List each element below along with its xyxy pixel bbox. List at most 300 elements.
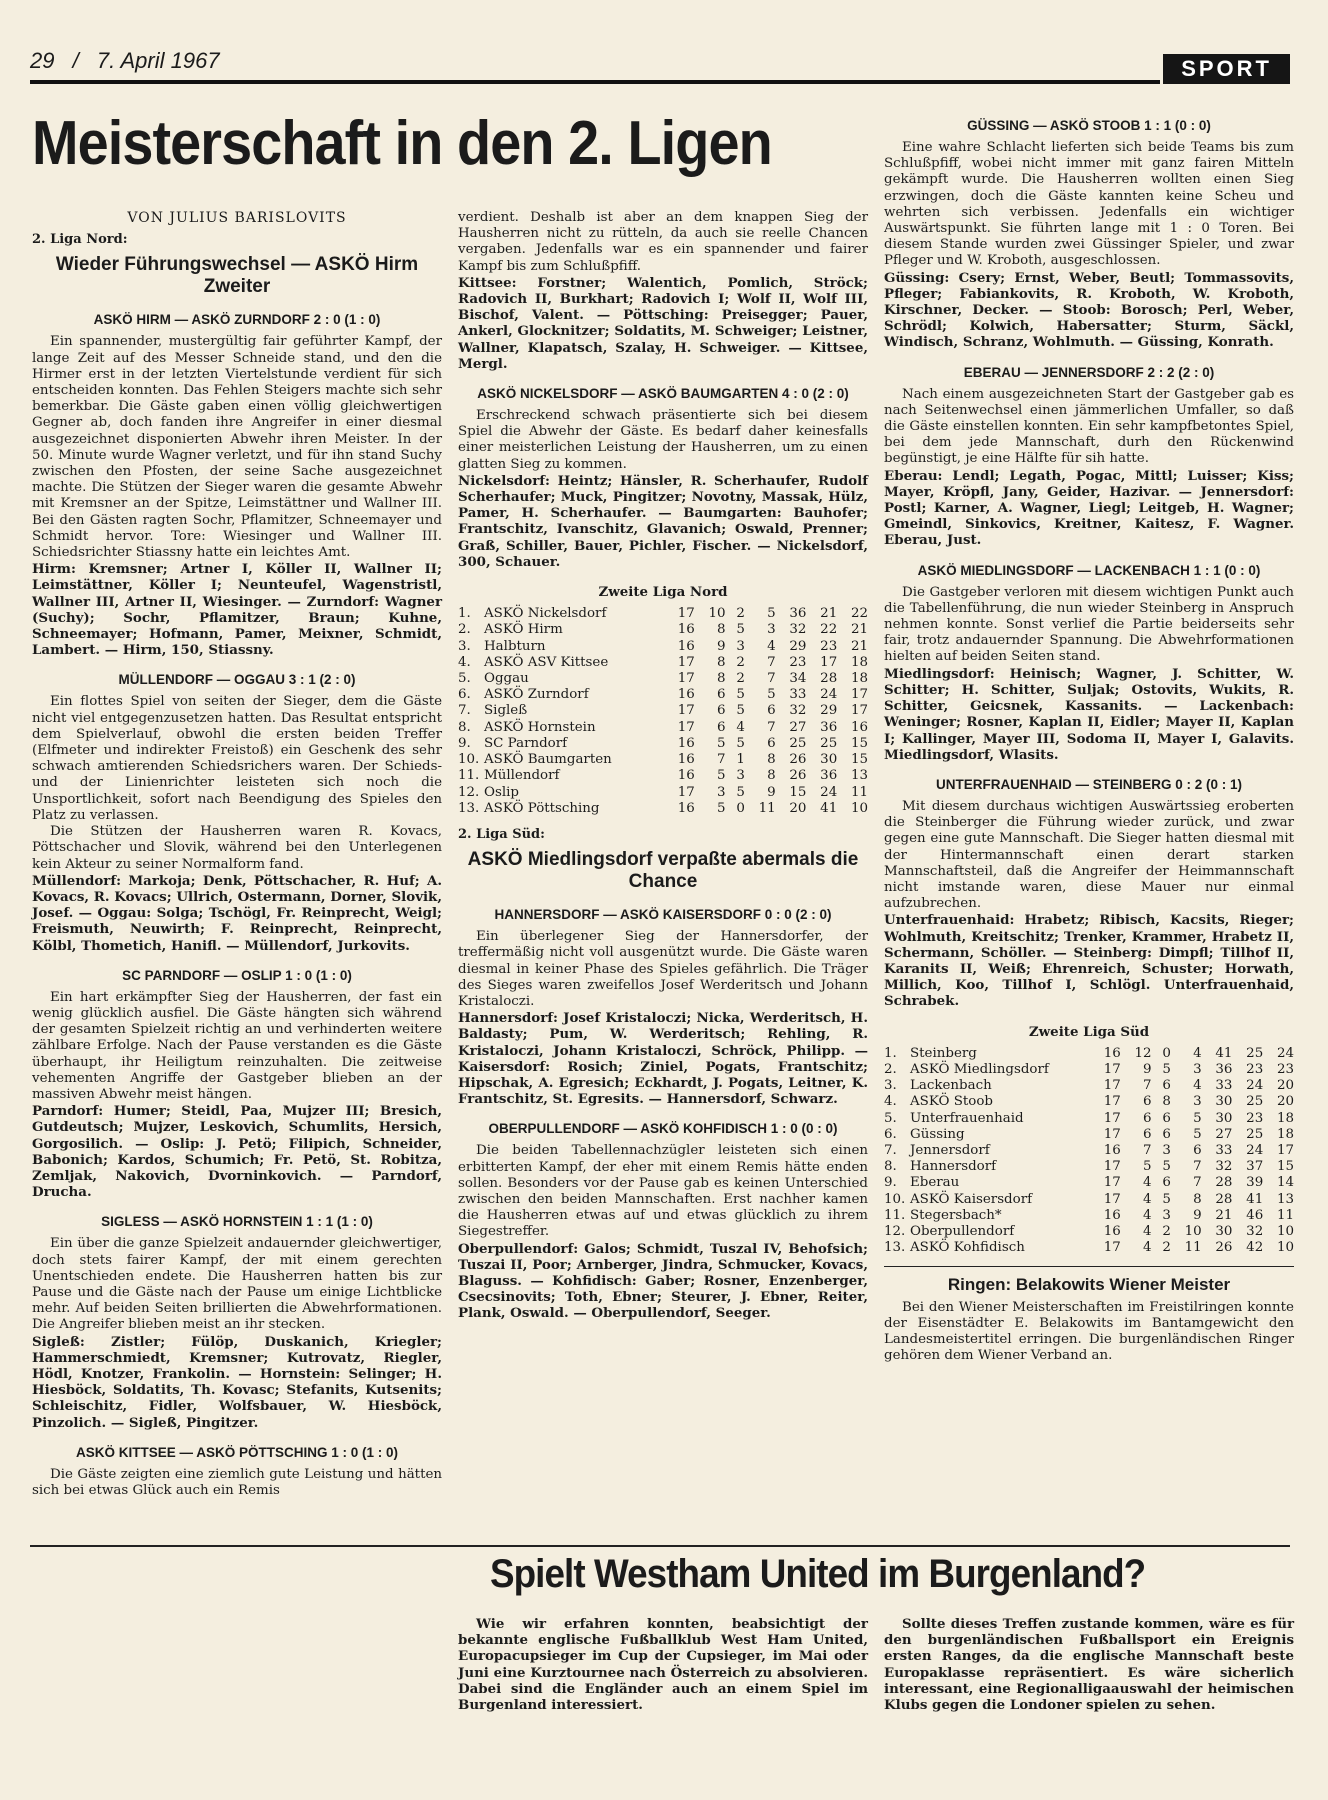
stat-cell: 17	[677, 703, 695, 719]
match-lineup: Eberau: Lendl; Legath, Pogac, Mittl; Luisser; Kiss; Mayer, Kröpfl, Jany, Geider, Hazivar. — Jennersdorf: Postl; Karner, A. Wagner, Liegl; Leitgeb, H. Wagner; Gmeindl, Sinkovics, Kreitner, Kaitesz, F. Wagner. Eberau, Just.	[884, 467, 1294, 549]
stat-cell: 4	[1143, 1207, 1152, 1223]
standings-title-nord: Zweite Liga Nord	[598, 584, 728, 601]
stat-cell: 17	[1103, 1175, 1121, 1191]
stat-cell: 7	[767, 654, 776, 670]
stat-cell: 41	[1215, 1045, 1233, 1061]
rank-cell: 7.	[884, 1142, 897, 1158]
team-cell: Unterfrauenhaid	[910, 1110, 1024, 1126]
team-cell: Eberau	[910, 1175, 960, 1191]
section-badge: SPORT	[1163, 54, 1290, 84]
match-title: MÜLLENDORF — OGGAU 3 : 1 (2 : 0)	[118, 672, 356, 688]
standings-row	[884, 1175, 1294, 1191]
stat-cell: 11	[850, 784, 868, 800]
rank-cell: 8.	[458, 719, 471, 735]
stat-cell: 8	[767, 768, 776, 784]
stat-cell: 7	[767, 719, 776, 735]
header-rule	[30, 80, 1160, 84]
stat-cell: 33	[1215, 1078, 1233, 1094]
standings-row	[458, 801, 868, 817]
stat-cell: 30	[1215, 1223, 1233, 1239]
bottom-headline: Spielt Westham United im Burgenland?	[490, 1552, 1146, 1596]
team-cell: Lackenbach	[910, 1078, 992, 1094]
stat-cell: 5	[1162, 1061, 1171, 1077]
team-cell: Jennersdorf	[910, 1142, 990, 1158]
stat-cell: 41	[820, 800, 838, 816]
stat-cell: 17	[677, 606, 695, 622]
rank-cell: 6.	[884, 1126, 897, 1142]
standings-row	[458, 622, 868, 638]
stat-cell: 5	[736, 735, 745, 751]
stat-cell: 9	[1193, 1207, 1202, 1223]
stat-cell: 21	[1215, 1207, 1233, 1223]
team-cell: ASKÖ Stoob	[910, 1094, 993, 1110]
standings-row	[884, 1111, 1294, 1127]
stat-cell: 12	[1134, 1045, 1152, 1061]
stat-cell: 10	[708, 606, 726, 622]
stat-cell: 26	[789, 768, 807, 784]
stat-cell: 9	[717, 638, 726, 654]
stat-cell: 3	[1193, 1061, 1202, 1077]
stat-cell: 17	[820, 654, 838, 670]
rank-cell: 3.	[884, 1078, 897, 1094]
match-report: Die Gastgeber verloren mit diesem wichtigen Punkt auch die Tabellenführung, die nun wieder Steinberg in Anspruch nehmen konnte. Sonst verlief die Partie beiderseits sehr fair, trotz andauernder Spannung. Die Abwehrformationen hielten auf beiden Seiten stand.	[884, 584, 1294, 665]
rank-cell: 1.	[884, 1045, 897, 1061]
main-headline: Meisterschaft in den 2. Ligen	[32, 109, 772, 178]
stat-cell: 8	[1193, 1191, 1202, 1207]
bottom-story-text: Sollte dieses Treffen zustande kommen, wäre es für den burgenländischen Fußballsport ein Ereignis ersten Ranges, da die englische Mannschaft beste Europaklasse repräsentiert. Es wäre sicherlich interessant, eine Regionalligaauswahl der heimischen Klubs gegen die Londoner spielen zu sehen.	[884, 1616, 1294, 1714]
stat-cell: 17	[1103, 1061, 1121, 1077]
stat-cell: 23	[1276, 1061, 1294, 1077]
match-report: Die beiden Tabellennachzügler leisteten sich einen erbitterten Kampf, der eher mit einem Remis hätte enden sollen. Besonders vor der Pause gab es keinen Unterschied zwischen den beiden Mannschaften. Erst nachher kamen die Hausherren etwas auf und etwas glücklich zu ihrem Siegestreffer.	[458, 1143, 868, 1240]
bottom-story-text: Wie wir erfahren konnten, beabsichtigt der bekannte englische Fußballklub West Ham United, Europacupsieger im Cup der Cupsieger, im Mai oder Juni eine Kurztournee nach Österreich zu absolvieren. Dabei sind die Engländer auch an einem Spiel im Burgenland interessiert.	[458, 1616, 868, 1714]
rank-cell: 6.	[458, 687, 471, 703]
stat-cell: 33	[1215, 1142, 1233, 1158]
team-cell: ASKÖ Hornstein	[484, 719, 596, 735]
stat-cell: 13	[850, 768, 868, 784]
stat-cell: 36	[789, 606, 807, 622]
team-cell: Stegersbach*	[910, 1207, 1002, 1223]
stat-cell: 4	[736, 719, 745, 735]
stat-cell: 22	[850, 606, 868, 622]
page-header	[30, 48, 1290, 80]
stat-cell: 9	[1143, 1061, 1152, 1077]
stat-cell: 5	[1162, 1159, 1171, 1175]
match-report: Mit diesem durchaus wichtigen Auswärtssieg eroberten die Steinberger die Führung wieder zurück, und zwar gegen eine gute Mannschaft. Die Sieger hatten diesmal mit der Hintermannschaft einen derart starken Mannschaftsteil, daß die Angreifer der Heimmannschaft nicht imstande waren, diese Mauer nur einmal aufzubrechen.	[884, 798, 1294, 912]
standings-row	[458, 703, 868, 719]
stat-cell: 17	[1103, 1159, 1121, 1175]
match-lineup: Kittsee: Forstner; Walentich, Pomlich, Ströck; Radovich II, Burkhart; Radovich I; Wolf II, Wolf III, Bischof, Valent. — Pöttsching: Preisegger; Pauer, Ankerl, Glocknitzer; Soldatits, M. Schweiger; Leistner, Wallner, Klapatsch, Szalay, H. Schweiger. — Kittsee, Mergl.	[458, 274, 868, 372]
team-cell: Müllendorf	[484, 768, 560, 784]
stat-cell: 23	[1246, 1110, 1264, 1126]
stat-cell: 18	[1276, 1126, 1294, 1142]
team-cell: Sigleß	[484, 703, 528, 719]
standings-row	[884, 1159, 1294, 1175]
stat-cell: 8	[717, 622, 726, 638]
team-cell: Güssing	[910, 1126, 965, 1142]
stat-cell: 34	[789, 671, 807, 687]
stat-cell: 23	[820, 638, 838, 654]
stat-cell: 25	[1246, 1045, 1264, 1061]
stat-cell: 27	[789, 719, 807, 735]
stat-cell: 30	[820, 752, 838, 768]
standings-row	[884, 1094, 1294, 1110]
rank-cell: 5.	[884, 1110, 897, 1126]
match-lineup: Miedlingsdorf: Heinisch; Wagner, J. Schitter, W. Schitter; H. Schitter, Suljak; Ostovits, Wukits, R. Schitter, Geicsnek, Kassanits. — Lackenbach: Weninger; Rosner, Kaplan II, Eidler; Mayer II, Kaplan I; Kallinger, Mayer III, Sodoma II, Mayer I, Galavits. Miedlingsdorf, Wlasits.	[884, 665, 1294, 763]
stat-cell: 7	[1193, 1175, 1202, 1191]
page-number: 29	[30, 48, 55, 73]
stat-cell: 42	[1246, 1240, 1264, 1256]
stat-cell: 9	[767, 784, 776, 800]
stat-cell: 4	[1143, 1223, 1152, 1239]
rank-cell: 11.	[458, 768, 480, 784]
standings-row	[884, 1240, 1294, 1256]
ringen-headline: Ringen: Belakowits Wiener Meister	[947, 1275, 1231, 1295]
stat-cell: 15	[850, 752, 868, 768]
stat-cell: 5	[1193, 1126, 1202, 1142]
stat-cell: 4	[1193, 1078, 1202, 1094]
stat-cell: 30	[1215, 1110, 1233, 1126]
stat-cell: 4	[1143, 1191, 1152, 1207]
match-lineup: Sigleß: Zistler; Fülöp, Duskanich, Kriegler; Hammerschmiedt, Kremsner; Kutrovatz, Riegler, Hödl, Knotzer, Frankolin. — Hornstein: Selinger; H. Hiesböck, Soldatits, Th. Kovasc; Stefanits, Kutsenits; Schleischitz, Fidler, Wolfsbauer, W. Hiesböck, Pinzolich. — Sigleß, Pingitzer.	[32, 1333, 442, 1431]
stat-cell: 6	[1162, 1110, 1171, 1126]
stat-cell: 17	[1103, 1094, 1121, 1110]
stat-cell: 5	[767, 606, 776, 622]
match-title: ASKÖ NICKELSDORF — ASKÖ BAUMGARTEN 4 : 0 (2 : 0)	[477, 386, 849, 402]
stat-cell: 2	[736, 606, 745, 622]
standings-row	[458, 768, 868, 784]
stat-cell: 3	[767, 622, 776, 638]
team-cell: Steinberg	[910, 1045, 977, 1061]
standings-row	[458, 687, 868, 703]
stat-cell: 6	[1162, 1175, 1171, 1191]
team-cell: ASKÖ Pöttsching	[484, 800, 600, 816]
rank-cell: 12.	[458, 784, 480, 800]
stat-cell: 6	[1143, 1110, 1152, 1126]
standings-row	[458, 752, 868, 768]
match-title: SC PARNDORF — OSLIP 1 : 0 (1 : 0)	[122, 967, 352, 983]
stat-cell: 1	[736, 752, 745, 768]
stat-cell: 32	[789, 703, 807, 719]
standings-row	[458, 671, 868, 687]
match-title: UNTERFRAUENHAID — STEINBERG 0 : 2 (0 : 1)	[935, 776, 1243, 792]
stat-cell: 5	[736, 703, 745, 719]
stat-cell: 2	[1162, 1240, 1171, 1256]
standings-row	[458, 720, 868, 736]
rank-cell: 4.	[458, 654, 471, 670]
stat-cell: 5	[736, 687, 745, 703]
stat-cell: 17	[850, 687, 868, 703]
standings-row	[884, 1062, 1294, 1078]
stat-cell: 25	[1246, 1126, 1264, 1142]
standings-row	[884, 1046, 1294, 1062]
stat-cell: 17	[850, 703, 868, 719]
team-cell: Oberpullendorf	[910, 1223, 1015, 1239]
match-title: ASKÖ MIEDLINGSDORF — LACKENBACH 1 : 1 (0 : 0)	[917, 562, 1261, 578]
stat-cell: 2	[736, 671, 745, 687]
team-cell: ASKÖ Hirm	[484, 622, 563, 638]
stat-cell: 7	[717, 752, 726, 768]
stat-cell: 16	[677, 735, 695, 751]
stat-cell: 5	[736, 622, 745, 638]
match-title: SIGLESS — ASKÖ HORNSTEIN 1 : 1 (1 : 0)	[101, 1214, 373, 1230]
stat-cell: 3	[1162, 1142, 1171, 1158]
stat-cell: 16	[850, 719, 868, 735]
team-cell: ASKÖ Baumgarten	[484, 752, 612, 768]
stat-cell: 33	[789, 687, 807, 703]
match-title: HANNERSDORF — ASKÖ KAISERSDORF 0 : 0 (2 : 0)	[494, 907, 832, 923]
stat-cell: 24	[1276, 1045, 1294, 1061]
stat-cell: 30	[1215, 1094, 1233, 1110]
match-report: verdient. Deshalb ist aber an dem knappen Sieg der Hausherren nicht zu rütteln, da auch sie reelle Chancen vergaben. Jedenfalls war es ein spannender und fairer Kampf bis zum Schlußpfiff.	[458, 210, 868, 274]
stat-cell: 28	[820, 671, 838, 687]
match-lineup: Müllendorf: Markoja; Denk, Pöttschacher, R. Huf; A. Kovacs, R. Kovacs; Ullrich, Ostermann, Dorner, Slovik, Josef. — Oggau: Solga; Tschögl, Fr. Reinprecht, Weigl; Freismuth, Neuwirth; F. Reinprecht, Reinprecht, Kölbl, Thometich, Hanifl. — Müllendorf, Jurkovits.	[32, 872, 442, 954]
team-cell: Hannersdorf	[910, 1159, 997, 1175]
stat-cell: 14	[1276, 1175, 1294, 1191]
stat-cell: 26	[789, 752, 807, 768]
stat-cell: 17	[677, 719, 695, 735]
stat-cell: 4	[767, 638, 776, 654]
stat-cell: 20	[1276, 1094, 1294, 1110]
bottom-story-rule	[30, 1545, 1290, 1547]
stat-cell: 3	[736, 768, 745, 784]
liga-nord-subhead: Wieder Führungswechsel — ASKÖ Hirm Zweiter	[55, 254, 419, 298]
standings-row	[458, 785, 868, 801]
section-divider	[884, 1266, 1294, 1267]
stat-cell: 5	[717, 735, 726, 751]
match-lineup: Oberpullendorf: Galos; Schmidt, Tuszal IV, Behofsich; Tuszai II, Poor; Arnberger, Jindra, Schmucker, Kovacs, Blaguss. — Kohfidisch: Gaber; Rosner, Enzenberger, Csecsinovits; Toth, Ebner; Steurer, J. Ebner, Reiter, Plank, Oswald. — Oberpullendorf, Seeger.	[458, 1240, 868, 1322]
stat-cell: 5	[736, 784, 745, 800]
standings-row	[458, 736, 868, 752]
stat-cell: 25	[1246, 1094, 1264, 1110]
stat-cell: 11	[758, 800, 776, 816]
stat-cell: 6	[717, 687, 726, 703]
stat-cell: 24	[820, 784, 838, 800]
stat-cell: 17	[677, 654, 695, 670]
stat-cell: 5	[717, 768, 726, 784]
match-lineup: Hirm: Kremsner; Artner I, Köller II, Wallner II; Leimstättner, Köller I; Neunteufel, Wagenstristl, Wallner III, Artner II, Wiesinger. — Zurndorf: Wagner (Suchy); Sochr, Pflamitzer, Braun; Kuhne, Schneemayer; Hofmann, Pamer, Meixner, Schmidt, Lambert. — Hirm, 150, Stiassny.	[32, 561, 442, 659]
stat-cell: 32	[1246, 1223, 1264, 1239]
stat-cell: 3	[1193, 1094, 1202, 1110]
rank-cell: 4.	[884, 1094, 897, 1110]
match-report: Die Gäste zeigten eine ziemlich gute Leistung und hätten sich bei etwas Glück auch ein Remis	[32, 1466, 442, 1498]
liga-sued-subhead: ASKÖ Miedlingsdorf verpaßte abermals die Chance	[467, 849, 859, 893]
stat-cell: 7	[1193, 1159, 1202, 1175]
liga-nord-label: 2. Liga Nord:	[32, 232, 128, 248]
stat-cell: 6	[1193, 1142, 1202, 1158]
match-lineup: Nickelsdorf: Heintz; Hänsler, R. Scherhaufer, Rudolf Scherhaufer; Muck, Pingitzer; Novotny, Massak, Hülz, Pamer, H. Scherhaufer. — Baumgarten: Bauhofer; Frantschitz, Ivanschitz, Glavanich; Oswald, Prenner; Graß, Schiller, Bauer, Pichler, Fischer. — Nickelsdorf, 300, Schauer.	[458, 472, 868, 570]
match-title: ASKÖ HIRM — ASKÖ ZURNDORF 2 : 0 (1 : 0)	[93, 312, 381, 328]
stat-cell: 6	[717, 719, 726, 735]
rank-cell: 10.	[884, 1191, 906, 1207]
stat-cell: 11	[1276, 1207, 1294, 1223]
match-title: OBERPULLENDORF — ASKÖ KOHFIDISCH 1 : 0 (0 : 0)	[488, 1121, 838, 1137]
stat-cell: 32	[789, 622, 807, 638]
rank-cell: 9.	[884, 1175, 897, 1191]
standings-title-sued: Zweite Liga Süd	[1028, 1023, 1150, 1040]
stat-cell: 16	[1103, 1223, 1121, 1239]
match-report: Ein hart erkämpfter Sieg der Hausherren, der fast ein wenig glücklich ausfiel. Die Gäste hängten sich während der gesamten Spielzeit richtig an und verhinderten weitere zählbare Erfolge. Nach der Pause verstanden es die Gäste überhaupt, ihr Heiligtum reinzuhalten. Die zeitweise vehementen Angriffe der Gastgeber blieben an der massiven Abwehr meist hängen.	[32, 989, 442, 1102]
standings-row	[884, 1078, 1294, 1094]
stat-cell: 17	[1103, 1240, 1121, 1256]
stat-cell: 6	[717, 703, 726, 719]
match-report: Nach einem ausgezeichneten Start der Gastgeber gab es nach Seitenwechsel einen jämmerlichen Umfaller, so daß die Gäste einstellen konnten. Ein sehr kampfbetontes Spiel, bei dem jede Mannschaft, durh den Rückenwind begünstigt, je eine Hälfte für sih hatte.	[884, 386, 1294, 467]
rank-cell: 7.	[458, 703, 471, 719]
stat-cell: 16	[677, 752, 695, 768]
stat-cell: 6	[1162, 1126, 1171, 1142]
stat-cell: 22	[820, 622, 838, 638]
stat-cell: 7	[767, 671, 776, 687]
stat-cell: 36	[820, 768, 838, 784]
match-report: Die Stützen der Hausherren waren R. Kovacs, Pöttschacher und Slovik, während bei den Unterlegenen kein Akteur zu seiner Normalform fand.	[32, 824, 442, 872]
stat-cell: 3	[1162, 1207, 1171, 1223]
match-report: Ein spannender, mustergültig fair geführter Kampf, der lange Zeit auf des Messer Schneide stand, und den die Hirmer erst in der letzten Viertelstunde verdient für sich entscheiden konnten. Das Fehlen Steigers machte sich sehr bemerkbar. Die Gäste gaben einen völlig gleichwertigen Gegner ab, doch fanden ihre Angreifer in einer diesmal ausgezeichnet disponierten Abwehr ihren Meister. In der 50. Minute wurde Wagner verletzt, und für ihn stand Suchy zwischen den Pfosten, der seine Sache ausgezeichnet machte. Die Stützen der Sieger waren die gesamte Abwehr mit Kremsner an der Spitze, Leimstättner und Wallner III. Bei den Gästen ragten Sochr, Pflamitzer, Schneemayer und Schmidt hervor. Tore: Wiesinger und Wallner III. Schiedsrichter Stiassny hatte ein leichtes Amt.	[32, 334, 442, 561]
stat-cell: 17	[677, 671, 695, 687]
column-1	[32, 210, 442, 1499]
stat-cell: 10	[1276, 1240, 1294, 1256]
team-cell: ASKÖ Zurndorf	[484, 687, 589, 703]
stat-cell: 6	[767, 735, 776, 751]
issue-date: 7. April 1967	[96, 48, 220, 73]
stat-cell: 25	[789, 735, 807, 751]
team-cell: Oslip	[484, 784, 519, 800]
page-date-line	[30, 48, 220, 74]
column-2	[458, 210, 868, 1322]
stat-cell: 7	[1143, 1142, 1152, 1158]
stat-cell: 25	[820, 735, 838, 751]
rank-cell: 1.	[458, 606, 471, 622]
rank-cell: 10.	[458, 752, 480, 768]
stat-cell: 15	[789, 784, 807, 800]
match-title: GÜSSING — ASKÖ STOOB 1 : 1 (0 : 0)	[967, 118, 1211, 133]
rank-cell: 8.	[884, 1159, 897, 1175]
stat-cell: 6	[1162, 1078, 1171, 1094]
rank-cell: 2.	[458, 622, 471, 638]
rank-cell: 11.	[884, 1207, 906, 1223]
stat-cell: 16	[677, 800, 695, 816]
match-lineup: Güssing: Csery; Ernst, Weber, Beutl; Tommassovits, Pfleger; Fabiankovits, R. Kroboth, W. Kroboth, Kirschner, Decker. — Stoob: Borosch; Perl, Weber, Schrödl; Kolwich, Habersatter; Sturm, Säckl, Windisch, Schranz, Wohlmuth. — Güssing, Konrath.	[884, 269, 1294, 351]
match-report: Erschreckend schwach präsentierte sich bei diesem Spiel die Abwehr der Gäste. Es bedarf daher keinesfalls einer meisterlichen Leistung der Hausherren, um zu einen glatten Sieg zu kommen.	[458, 408, 868, 472]
match-report: Ein über die ganze Spielzeit andauernder gleichwertiger, doch stets fairer Kampf, der mit einem gerechten Unentschieden endete. Die Hausherren hatten bis zur Pause und die Gäste nach der Pause um einige Lichtblicke mehr. Auf beiden Seiten brillierten die Abwehrformationen. Die Angreifer blieben meist an ihr stecken.	[32, 1236, 442, 1333]
rank-cell: 13.	[458, 800, 480, 816]
stat-cell: 16	[677, 622, 695, 638]
stat-cell: 4	[1143, 1240, 1152, 1256]
stat-cell: 5	[1162, 1191, 1171, 1207]
standings-row	[884, 1127, 1294, 1143]
stat-cell: 16	[1103, 1207, 1121, 1223]
match-report: Ein überlegener Sieg der Hannersdorfer, der treffermäßig nicht voll ausgenützt wurde. Die Gäste waren diesmal in keiner Phase des Spieles gefährlich. Die Träger des Sieges waren zweifellos Josef Werderitsch und Johann Kristaloczi.	[458, 929, 868, 1009]
byline: VON JULIUS BARISLOVITS	[127, 210, 347, 226]
stat-cell: 3	[736, 638, 745, 654]
stat-cell: 37	[1246, 1159, 1264, 1175]
match-report: Ein flottes Spiel von seiten der Sieger, dem die Gäste nicht viel entgegenzusetzen hatten. Das Resultat entspricht dem Spielverlauf, obwohl die ersten beiden Treffer (Elfmeter und indirekter Freistoß) ein Geschenk des sehr schwach amtierenden Schiedsrichers waren. Der Schieds- und der Linienrichter leisteten sich noch die Unsportlichkeit, sofort nach Beendigung des Spieles den Platz zu verlassen.	[32, 694, 442, 823]
team-cell: ASKÖ ASV Kittsee	[484, 654, 609, 670]
stat-cell: 6	[1143, 1126, 1152, 1142]
stat-cell: 17	[677, 784, 695, 800]
match-lineup: Hannersdorf: Josef Kristaloczi; Nicka, Werderitsch, H. Baldasty; Pum, W. Werderitsch; Rehling, R. Kristaloczi, Johann Kristaloczi, Schröck, Philipp. — Kaisersdorf: Rosich; Ziniel, Pogats, Frantschitz; Hipschak, A. Egresich; Eckhardt, J. Pogats, Leitner, K. Frantschitz, St. Egresits. — Hannersdorf, Schwarz.	[458, 1010, 868, 1108]
standings-table-sued	[884, 1046, 1294, 1257]
stat-cell: 18	[850, 671, 868, 687]
stat-cell: 29	[820, 703, 838, 719]
standings-row	[884, 1224, 1294, 1240]
stat-cell: 15	[1276, 1159, 1294, 1175]
rank-cell: 2.	[884, 1061, 897, 1077]
stat-cell: 32	[1215, 1159, 1233, 1175]
stat-cell: 7	[1143, 1078, 1152, 1094]
standings-row	[458, 639, 868, 655]
stat-cell: 16	[677, 768, 695, 784]
stat-cell: 5	[717, 800, 726, 816]
stat-cell: 0	[736, 800, 745, 816]
rank-cell: 12.	[884, 1223, 906, 1239]
stat-cell: 28	[1215, 1191, 1233, 1207]
standings-row	[884, 1192, 1294, 1208]
stat-cell: 23	[789, 654, 807, 670]
stat-cell: 2	[736, 654, 745, 670]
stat-cell: 15	[850, 735, 868, 751]
stat-cell: 26	[1215, 1240, 1233, 1256]
stat-cell: 21	[850, 622, 868, 638]
stat-cell: 24	[1246, 1078, 1264, 1094]
stat-cell: 39	[1246, 1175, 1264, 1191]
header-separator: /	[72, 48, 79, 73]
match-report: Eine wahre Schlacht lieferten sich beide Teams bis zum Schlußpfiff, wobei nicht immer mit ganz fairen Mitteln gekämpft wurde. Die Hausherren wollten einen Sieg erzwingen, doch die Gäste kannten keine Scheu und wehrten sich verbissen. Jedenfalls ein wichtiger Auswärtspunkt. Sie führten lange mit 1 : 0 Toren. Bei diesem Stande wurden zwei Güssinger Spieler, und zwar Pfleger und W. Kroboth, ausgeschlossen.	[884, 140, 1294, 269]
stat-cell: 29	[789, 638, 807, 654]
stat-cell: 6	[1143, 1094, 1152, 1110]
column-3	[884, 118, 1294, 1364]
team-cell: ASKÖ Miedlingsdorf	[910, 1061, 1049, 1077]
stat-cell: 21	[850, 638, 868, 654]
rank-cell: 5.	[458, 671, 471, 687]
stat-cell: 17	[1276, 1142, 1294, 1158]
stat-cell: 41	[1246, 1191, 1264, 1207]
rank-cell: 3.	[458, 638, 471, 654]
standings-row	[458, 606, 868, 622]
stat-cell: 10	[850, 800, 868, 816]
stat-cell: 24	[1246, 1142, 1264, 1158]
standings-table-nord	[458, 606, 868, 817]
stat-cell: 17	[1103, 1110, 1121, 1126]
stat-cell: 4	[1193, 1045, 1202, 1061]
stat-cell: 17	[1103, 1191, 1121, 1207]
team-cell: Halbturn	[484, 638, 546, 654]
stat-cell: 2	[1162, 1223, 1171, 1239]
match-lineup: Parndorf: Humer; Steidl, Paa, Mujzer III; Bresich, Gutdeutsch; Mujzer, Leskovich, Schumlits, Hersich, Gorgosilich. — Oslip: J. Petö; Filipich, Schneider, Babonich; Kardos, Schumich; Fr. Petö, St. Robitza, Zemljak, Nakovich, Dvorninkovich. — Parndorf, Drucha.	[32, 1103, 442, 1201]
team-cell: ASKÖ Kohfidisch	[910, 1240, 1025, 1256]
stat-cell: 6	[767, 703, 776, 719]
standings-row	[458, 655, 868, 671]
rank-cell: 9.	[458, 735, 471, 751]
rank-cell: 13.	[884, 1240, 906, 1256]
stat-cell: 24	[820, 687, 838, 703]
stat-cell: 20	[1276, 1078, 1294, 1094]
stat-cell: 23	[1246, 1061, 1264, 1077]
stat-cell: 16	[1103, 1142, 1121, 1158]
liga-sued-label: 2. Liga Süd:	[458, 826, 545, 842]
stat-cell: 21	[820, 606, 838, 622]
stat-cell: 11	[1184, 1240, 1202, 1256]
team-cell: Oggau	[484, 671, 529, 687]
bottom-story-right	[884, 1616, 1294, 1713]
standings-row	[884, 1143, 1294, 1159]
bottom-story-left	[458, 1616, 868, 1713]
stat-cell: 17	[1103, 1078, 1121, 1094]
stat-cell: 13	[1276, 1191, 1294, 1207]
stat-cell: 16	[1103, 1045, 1121, 1061]
match-title: ASKÖ KITTSEE — ASKÖ PÖTTSCHING 1 : 0 (1 : 0)	[75, 1444, 399, 1460]
match-lineup: Unterfrauenhaid: Hrabetz; Ribisch, Kacsits, Rieger; Wohlmuth, Kreitschitz; Trenker, Krammer, Hrabetz II, Schermann, Schöller. — Steinberg: Dimpfl; Tillhof II, Karanits II, Weiß; Ehrenreich, Schuster; Horwath, Millich, Koo, Tillhof I, Schlögl. Unterfrauenhaid, Schrabek.	[884, 912, 1294, 1010]
team-cell: SC Parndorf	[484, 735, 568, 751]
stat-cell: 5	[1143, 1159, 1152, 1175]
